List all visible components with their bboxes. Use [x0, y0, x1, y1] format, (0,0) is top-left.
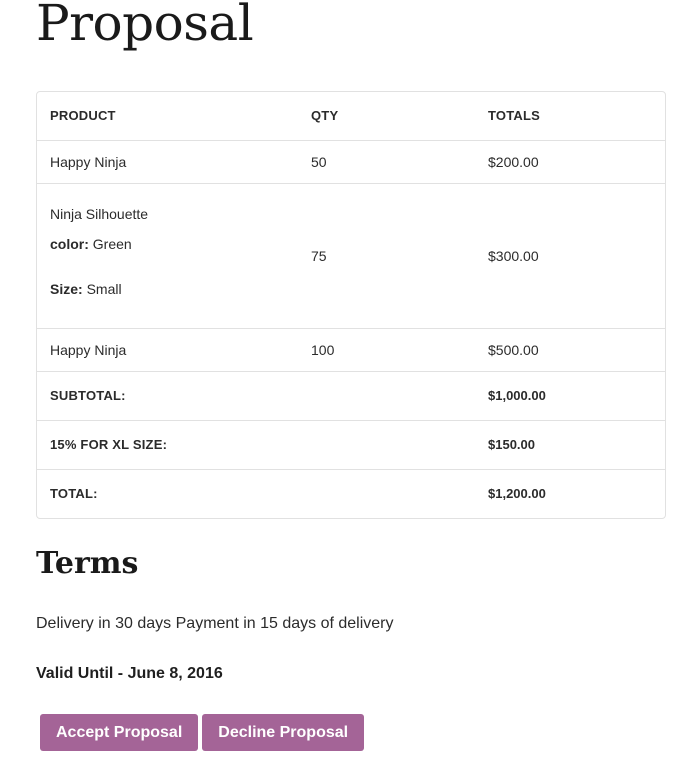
table-header-row	[37, 92, 665, 140]
table-row	[37, 140, 665, 183]
subtotal-value: $1,000.00	[475, 371, 665, 420]
variation-label: color:	[50, 235, 89, 252]
table-row	[37, 183, 665, 328]
subtotal-label: SUBTOTAL:	[37, 371, 475, 420]
product-variation-meta	[50, 236, 298, 298]
page-title: Proposal	[36, 0, 254, 52]
terms-text: Delivery in 30 days Payment in 15 days of delivery	[36, 615, 394, 632]
product-qty: 50	[298, 140, 475, 183]
product-name: Happy Ninja	[37, 328, 298, 371]
header-qty: QTY	[311, 108, 339, 124]
accept-proposal-button[interactable]: Accept Proposal	[40, 714, 198, 751]
subtotal-row	[37, 371, 665, 420]
fee-row	[37, 420, 665, 469]
product-name: Ninja Silhouette	[50, 205, 149, 222]
header-product: PRODUCT	[50, 108, 116, 124]
variation-size	[50, 281, 298, 298]
fee-label: 15% FOR XL SIZE:	[37, 420, 475, 469]
variation-label: Size:	[50, 280, 83, 297]
product-qty: 100	[298, 328, 475, 371]
product-total: $300.00	[475, 183, 665, 328]
total-row	[37, 469, 665, 518]
product-total: $200.00	[475, 140, 665, 183]
total-label: TOTAL:	[37, 469, 475, 518]
proposal-items-table	[36, 91, 666, 519]
total-value: $1,200.00	[475, 469, 665, 518]
product-qty: 75	[298, 183, 475, 328]
valid-until: Valid Until - June 8, 2016	[36, 665, 223, 682]
proposal-actions	[40, 714, 364, 751]
product-total: $500.00	[475, 328, 665, 371]
decline-proposal-button[interactable]: Decline Proposal	[202, 714, 364, 751]
product-cell	[37, 183, 298, 328]
product-name: Happy Ninja	[37, 140, 298, 183]
variation-value: Small	[86, 280, 122, 297]
terms-heading: Terms	[36, 546, 139, 581]
variation-value: Green	[92, 235, 132, 252]
table-row	[37, 328, 665, 371]
header-totals: TOTALS	[488, 108, 540, 124]
variation-color	[50, 236, 298, 253]
fee-value: $150.00	[475, 420, 665, 469]
